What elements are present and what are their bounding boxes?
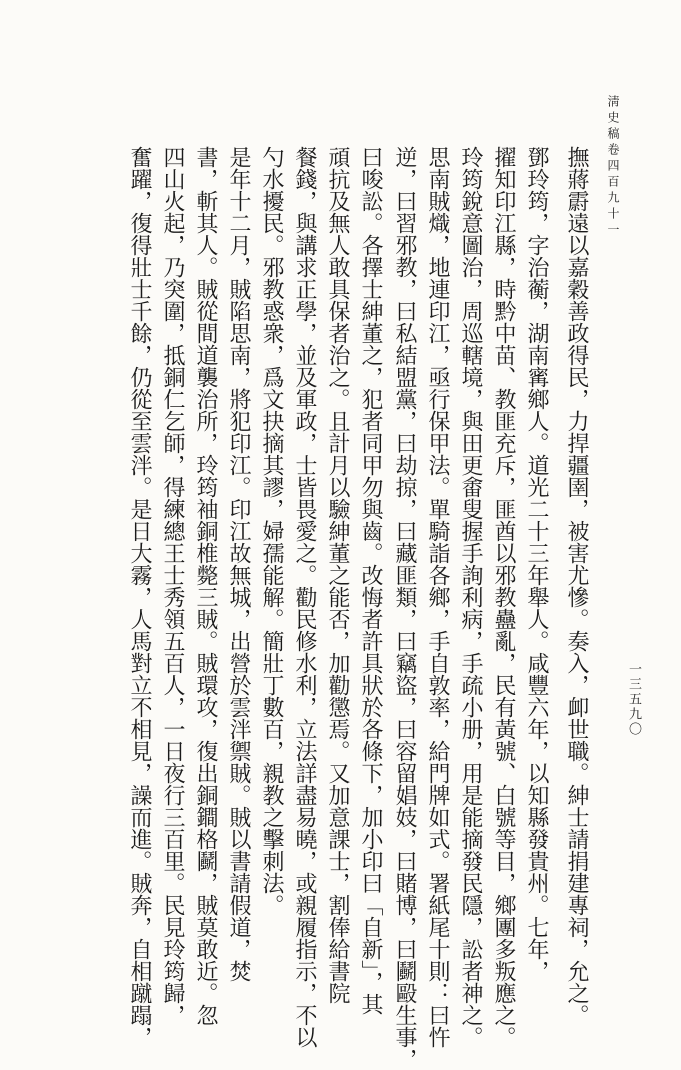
- column-text: 頑抗及無人敢具保者治之。且計月以驗紳董之能否，加勸懲焉。又加意課士，割俸給書院: [325, 146, 350, 1004]
- column-text: 是年十二月，賊陷思南，將犯印江。印江故無城，出營於雲泮禦賊。賊以書請假道，焚: [226, 146, 251, 982]
- page-number: 一三五九〇: [626, 662, 641, 737]
- text-column: [356, 146, 384, 1015]
- column-text: 書，斬其人。賊從間道襲治所，玲筠袖銅椎斃三賊。賊環攻，復出銅鐧格鬬，賊莫敢近。忽: [193, 146, 218, 1026]
- text-column: [158, 146, 186, 1026]
- text-column: [390, 146, 418, 1070]
- column-text: 擢知印江縣，時黔中苗、教匪充斥，匪酋以邪教蠱亂，民有黃號、白號等目，鄉團多叛應之。: [491, 146, 516, 1048]
- text-column: [489, 146, 517, 1048]
- text-column: [191, 146, 219, 1026]
- column-text: 撫蔣霨遠以嘉穀善政得民，力捍疆圉，被害尤慘。奏入，卹世職。紳士請捐建專祠，允之。: [564, 146, 589, 1026]
- column-text: 鄧玲筠，字治蘅，湖南寗鄉人。道光二十三年舉人。咸豐六年，以知縣發貴州。七年，: [524, 146, 549, 982]
- column-text: 曰唆訟。各擇士紳董之，犯者同甲勿與齒。改悔者許具狀於各條下，加小印曰「自新」，其: [358, 146, 383, 1015]
- text-column: [125, 146, 153, 1048]
- text-column: [323, 146, 351, 1004]
- text-column: [456, 146, 484, 1048]
- column-text: 四山火起，乃突圍，抵銅仁乞師，得練總王士秀領五百人，一日夜行三百里。民見玲筠歸，: [160, 146, 185, 1026]
- text-column: [224, 146, 252, 982]
- column-text: 玲筠銳意圖治，周巡轄境，與田更畬叟握手詢利病，手疏小册，用是能摘發民隱，訟者神之。: [458, 146, 483, 1048]
- column-text: 思南賊熾，地連印江，亟行保甲法。單騎詣各鄉，手自敦率，給門牌如式。署紙尾十則：曰忤: [425, 146, 450, 1048]
- column-text: 餐錢，與講求正學，並及軍政，士皆畏愛之。勸民修水利，立法詳盡易曉，或親履指示，不以: [292, 146, 317, 1048]
- column-text: 勺水擾民。邪教惑衆，爲文抉摘其謬，婦孺能解。簡壯丁數百，親教之擊刺法。: [259, 146, 284, 916]
- text-column: [423, 146, 451, 1048]
- column-text: 逆，曰習邪教，曰私結盟黨，曰劫掠，曰藏匪類，曰竊盜，曰容留娼妓，曰賭博，曰鬬毆生事，: [392, 146, 417, 1070]
- text-column: [522, 146, 550, 982]
- column-text: 奮躍，復得壯士千餘，仍從至雲泮。是日大霧，人馬對立不相見，譟而進。賊奔，自相蹴蹋，: [127, 146, 152, 1048]
- running-head: 淸史稿卷四百九十一: [606, 95, 620, 239]
